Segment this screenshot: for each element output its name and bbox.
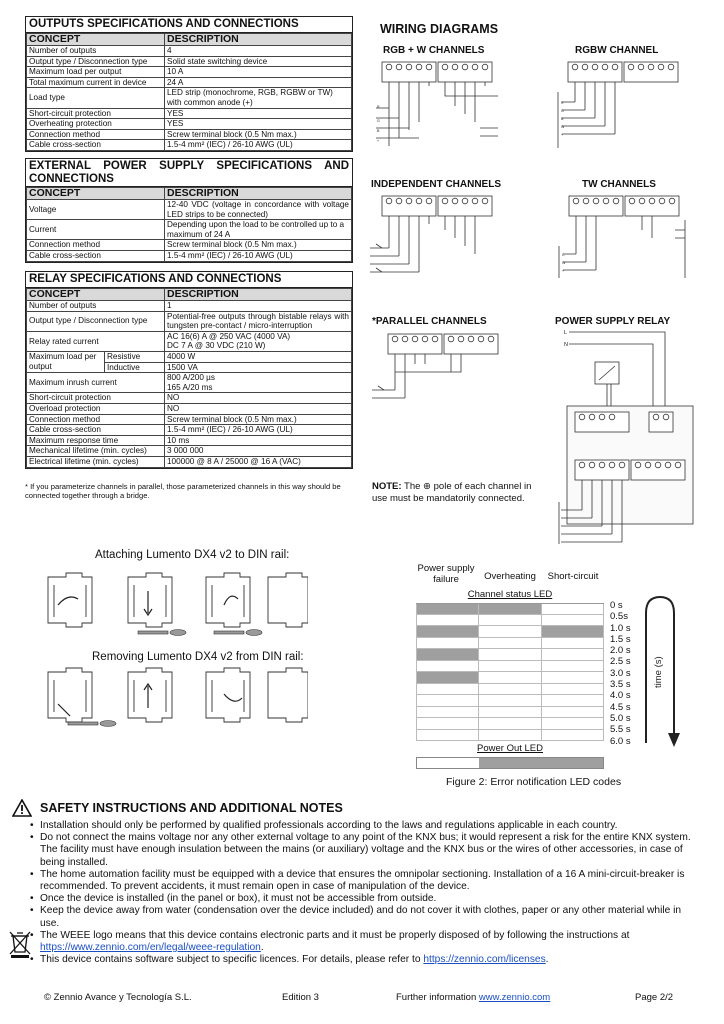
svg-text:W: W [561, 125, 565, 129]
parallel-channels-diagram [368, 328, 512, 412]
led-cell [479, 684, 541, 695]
safety-item: • Installation should only be performed by qualified professionals according to the laws and regulations applicable in each country. [30, 820, 695, 832]
svg-text:+: + [377, 139, 380, 143]
footer-edition: Edition 3 [282, 992, 319, 1003]
power-out-led-bar [416, 757, 604, 769]
outputs-value: 4 [165, 46, 352, 57]
power-value: Depending upon the load to be controlled up to a maximum of 24 A [165, 220, 352, 240]
power-table-title: EXTERNAL POWER SUPPLY SPECIFICATIONS AND CONNECTIONS [26, 159, 352, 187]
relay-concept: Relay rated current [27, 331, 165, 351]
footer-company: © Zennio Avance y Tecnología S.L. [44, 992, 192, 1003]
led-row [416, 684, 604, 696]
safety-item: • Do not connect the mains voltage nor any other external voltage to any point of the KNX bus; it would represent a risk for the entire KNX system. The facility must have enough insulation between the mains (or auxiliary) voltage and the KNX bus or the wires of other accessories, in case of being installed. [30, 832, 695, 869]
remove-din-illustration [38, 664, 308, 734]
time-axis-label: time (s) [653, 656, 664, 688]
relay-concept: Cable cross-section [27, 425, 165, 436]
outputs-head-description: DESCRIPTION [165, 34, 352, 46]
relay-inrush-1: 800 A/200 µs [167, 373, 215, 383]
relay-value [165, 373, 352, 393]
outputs-concept: Overheating protection [27, 119, 165, 130]
svg-text:G: G [377, 119, 380, 123]
relay-subconcept: Inductive [105, 362, 165, 373]
outputs-value: YES [165, 119, 352, 130]
safety-title: SAFETY INSTRUCTIONS AND ADDITIONAL NOTES [40, 801, 343, 815]
power-head-description: DESCRIPTION [165, 188, 352, 200]
independent-channels-title: INDEPENDENT CHANNELS [371, 179, 502, 190]
licence-end: . [545, 954, 549, 966]
safety-item: • Keep the device away from water (condensation over the device included) and do not cover it with clothes, paper or any other material while in use. [30, 905, 695, 929]
led-cell [479, 615, 541, 626]
led-cell [542, 604, 604, 614]
weee-bin-icon [8, 929, 32, 959]
led-cell [479, 707, 541, 718]
channel-status-led-label: Channel status LED [467, 589, 553, 600]
led-col-overheating: Overheating [484, 571, 536, 582]
relay-table-title: RELAY SPECIFICATIONS AND CONNECTIONS [26, 272, 352, 288]
relay-value: NO [165, 393, 352, 404]
led-cell [479, 672, 541, 683]
led-row [416, 626, 604, 638]
led-cell [542, 684, 604, 695]
power-value: Screw terminal block (0.5 Nm max.) [165, 240, 352, 251]
relay-head-concept: CONCEPT [27, 289, 165, 301]
weee-link[interactable]: https://www.zennio.com/en/legal/weee-regulation [40, 942, 261, 954]
outputs-value: 24 A [165, 77, 352, 88]
time-label: 6.0 s [610, 735, 631, 747]
svg-text:R: R [377, 105, 380, 109]
led-row [416, 649, 604, 661]
power-value: 12-40 VDC (voltage in concordance with voltage LED strips to be connected) [165, 200, 352, 220]
note-text: The ⊕ pole of each channel in use must be mandatorily connected. [372, 481, 532, 504]
relay-value: 1500 VA [165, 362, 352, 373]
power-value: 1.5-4 mm² (IEC) / 26-10 AWG (UL) [165, 250, 352, 261]
led-cell [479, 604, 541, 614]
outputs-concept: Connection method [27, 129, 165, 140]
outputs-concept: Number of outputs [27, 46, 165, 57]
power-concept: Current [27, 220, 165, 240]
svg-text:+: + [561, 133, 564, 137]
relay-concept: Overload protection [27, 403, 165, 414]
relay-rated-ac: AC 16(6) A @ 250 VAC (4000 VA) [167, 331, 291, 341]
led-cell [479, 626, 541, 637]
led-cell [416, 730, 479, 741]
outputs-value: Solid state switching device [165, 56, 352, 67]
power-supply-relay-diagram [555, 326, 701, 544]
led-cell [416, 718, 479, 729]
svg-text:C: C [562, 253, 565, 257]
relay-value: 1.5-4 mm² (IEC) / 26-10 AWG (UL) [165, 425, 352, 436]
relay-spec-table [25, 271, 353, 469]
parallel-channels-title: *PARALLEL CHANNELS [372, 316, 487, 327]
power-out-led-off [417, 758, 479, 768]
led-cell [542, 661, 604, 672]
power-supply-spec-table [25, 158, 353, 263]
rgbw-channel-title: RGBW CHANNEL [575, 45, 659, 56]
outputs-value: 10 A [165, 67, 352, 78]
svg-text:B: B [561, 117, 564, 121]
safety-list [30, 820, 695, 966]
relay-value: 100000 @ 8 A / 25000 @ 16 A (VAC) [165, 456, 352, 467]
time-label: 4.0 s [610, 690, 631, 702]
footer-page: Page 2/2 [635, 992, 674, 1003]
time-label: 1.5 s [610, 633, 631, 645]
rgbw-channels-title: RGB + W CHANNELS [383, 45, 485, 56]
time-label: 0.5s [610, 611, 628, 623]
relay-concept: Maximum response time [27, 435, 165, 446]
led-cell [542, 672, 604, 683]
time-label: 1.0 s [610, 622, 631, 634]
led-cell [416, 638, 479, 649]
led-cell [542, 638, 604, 649]
weee-text: The WEEE logo means that this device contains electronic parts and it must be properly disposed of by following the instructions at [40, 929, 630, 941]
safety-item: • Once the device is installed (in the panel or box), it must not be accessible from outside. [30, 893, 695, 905]
led-cell [479, 695, 541, 706]
outputs-concept: Total maximum current in device [27, 77, 165, 88]
led-row [416, 615, 604, 627]
independent-channels-diagram [368, 190, 512, 282]
relay-concept: Number of outputs [27, 301, 165, 312]
time-label: 2.0 s [610, 645, 631, 657]
led-cell [416, 707, 479, 718]
relay-concept: Maximum load per output [27, 351, 105, 372]
time-label: 2.5 s [610, 656, 631, 668]
time-label: 3.0 s [610, 667, 631, 679]
channel-status-led-grid [416, 603, 604, 741]
led-cell [416, 684, 479, 695]
power-concept: Cable cross-section [27, 250, 165, 261]
relay-concept: Short-circuit protection [27, 393, 165, 404]
led-cell [542, 626, 604, 637]
safety-item-weee [30, 930, 695, 954]
led-col-short-circuit: Short-circuit [547, 571, 599, 582]
outputs-concept: Maximum load per output [27, 67, 165, 78]
note-label: NOTE: [372, 481, 402, 492]
parallel-channels-footnote: * If you parameterize channels in parallel, those parameterized channels in this way should be connected together through a bridge. [25, 482, 341, 500]
relay-concept: Electrical lifetime (min. cycles) [27, 456, 165, 467]
licence-text: This device contains software subject to specific licences. For details, please refer to [40, 954, 421, 966]
led-cell [479, 730, 541, 741]
footer-website-link[interactable]: www.zennio.com [478, 992, 551, 1003]
relay-value [165, 331, 352, 351]
attach-din-title: Attaching Lumento DX4 v2 to DIN rail: [95, 549, 290, 561]
led-row [416, 707, 604, 719]
svg-text:+: + [562, 269, 565, 273]
warning-icon [12, 799, 32, 817]
led-cell [542, 718, 604, 729]
led-cell [416, 695, 479, 706]
time-label: 5.5 s [610, 724, 631, 736]
led-cell [416, 626, 479, 637]
led-row [416, 638, 604, 650]
led-cell [542, 707, 604, 718]
outputs-value: Screw terminal block (0.5 Nm max.) [165, 129, 352, 140]
led-row [416, 695, 604, 707]
outputs-table-title: OUTPUTS SPECIFICATIONS AND CONNECTIONS [26, 17, 352, 33]
outputs-concept: Cable cross-section [27, 140, 165, 151]
led-cell [479, 649, 541, 660]
tw-channels-title: TW CHANNELS [582, 179, 656, 190]
rgbw-channel-diagram [554, 56, 694, 150]
led-cell [542, 730, 604, 741]
power-out-led-on [479, 758, 603, 768]
power-concept: Voltage [27, 200, 165, 220]
relay-value: Screw terminal block (0.5 Nm max.) [165, 414, 352, 425]
led-row [416, 730, 604, 742]
time-label: 0 s [610, 600, 623, 611]
outputs-concept: Load type [27, 88, 165, 108]
outputs-head-concept: CONCEPT [27, 34, 165, 46]
outputs-concept: Short-circuit protection [27, 108, 165, 119]
power-supply-relay-title: POWER SUPPLY RELAY [555, 316, 671, 327]
led-cell [479, 661, 541, 672]
relay-head-description: DESCRIPTION [165, 289, 352, 301]
power-out-led-label: Power Out LED [477, 743, 543, 754]
relay-concept: Maximum inrush current [27, 373, 165, 393]
time-axis-arrow [642, 593, 682, 751]
relay-concept: Mechanical lifetime (min. cycles) [27, 446, 165, 457]
led-cell [416, 604, 479, 614]
relay-rated-dc: DC 7 A @ 30 VDC (210 W) [167, 341, 266, 351]
led-col-power-supply-failure: Power supply failure [417, 563, 475, 585]
safety-item-licence [30, 954, 695, 966]
led-cell [416, 672, 479, 683]
outputs-spec-table [25, 16, 353, 152]
led-cell [416, 661, 479, 672]
relay-line-n: N [564, 342, 568, 348]
led-cell [416, 615, 479, 626]
time-label: 4.5 s [610, 701, 631, 713]
led-time-labels [610, 600, 631, 747]
relay-concept: Output type / Disconnection type [27, 311, 165, 331]
licence-link[interactable]: https://zennio.com/licenses [423, 954, 546, 966]
relay-value: NO [165, 403, 352, 414]
figure-caption: Figure 2: Error notification LED codes [446, 776, 622, 788]
relay-concept: Connection method [27, 414, 165, 425]
outputs-value: 1.5-4 mm² (IEC) / 26-10 AWG (UL) [165, 140, 352, 151]
svg-text:W: W [562, 261, 566, 265]
led-row [416, 661, 604, 673]
led-cell [542, 615, 604, 626]
outputs-concept: Output type / Disconnection type [27, 56, 165, 67]
wiring-note [372, 481, 542, 504]
relay-value: 10 ms [165, 435, 352, 446]
led-row [416, 603, 604, 615]
time-label: 3.5 s [610, 679, 631, 691]
rgbw-channels-diagram [368, 56, 512, 150]
relay-value: Potential-free outputs through bistable relays with tungsten pre-contact / micro-interruption [165, 311, 352, 331]
outputs-value: YES [165, 108, 352, 119]
footer-more-label: Further information [396, 992, 477, 1003]
relay-value: 1 [165, 301, 352, 312]
power-head-concept: CONCEPT [27, 188, 165, 200]
weee-end: . [260, 942, 264, 954]
tw-channels-diagram [555, 190, 695, 282]
attach-din-illustration [38, 565, 308, 643]
led-cell [542, 695, 604, 706]
svg-text:B: B [377, 129, 380, 133]
time-label: 5.0 s [610, 712, 631, 724]
led-cell [479, 638, 541, 649]
power-concept: Connection method [27, 240, 165, 251]
safety-item: • The home automation facility must be equipped with a device that ensures the omnipolar sectioning. Installation of a 16 A mini-circuit-breaker is recommended. To prevent accidents, it must remain open in case of manipulation of the device. [30, 869, 695, 893]
remove-din-title: Removing Lumento DX4 v2 from DIN rail: [92, 651, 304, 663]
relay-inrush-2: 165 A/20 ms [167, 382, 213, 392]
led-cell [542, 649, 604, 660]
relay-value: 4000 W [165, 351, 352, 362]
svg-text:G: G [561, 109, 564, 113]
relay-subconcept: Resistive [105, 351, 165, 362]
led-cell [479, 718, 541, 729]
svg-text:R: R [561, 101, 564, 105]
led-row [416, 672, 604, 684]
wiring-diagrams-title: WIRING DIAGRAMS [380, 22, 499, 36]
outputs-value: LED strip (monochrome, RGB, RGBW or TW) with common anode (+) [165, 88, 352, 108]
footer-more-info [396, 992, 550, 1003]
relay-line-l: L [564, 330, 568, 336]
led-cell [416, 649, 479, 660]
relay-value: 3 000 000 [165, 446, 352, 457]
led-row [416, 718, 604, 730]
